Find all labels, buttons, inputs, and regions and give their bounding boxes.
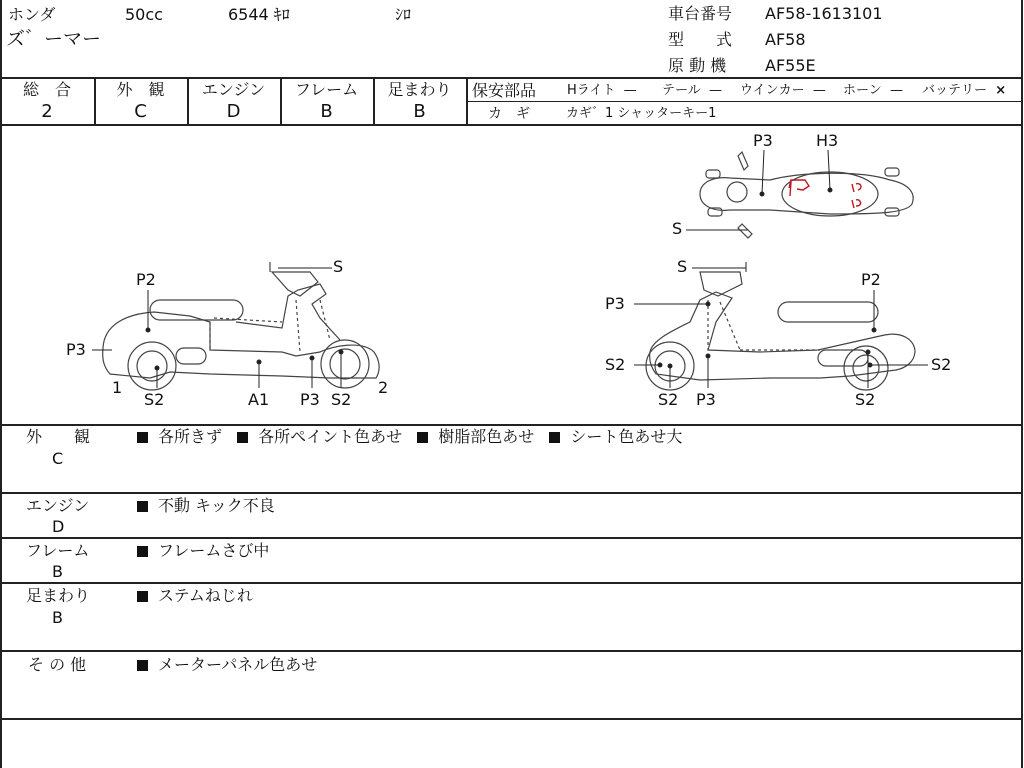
frame-no-label: 車台番号 — [668, 4, 733, 23]
leader-lines — [92, 150, 928, 388]
label-top-s: S — [672, 219, 683, 238]
bullet-icon — [549, 432, 560, 443]
safety-item-winker: ウインカー — — [740, 83, 826, 98]
type-label: 型 式 — [668, 30, 733, 49]
label-left-2: 2 — [378, 378, 389, 397]
grade-value-engine: D — [226, 101, 241, 122]
scooter-diagram — [0, 125, 1022, 424]
rule-note-1 — [0, 492, 1023, 494]
note-label-other: そ の 他 — [28, 655, 87, 674]
note-label-suspension: 足まわり — [26, 586, 91, 605]
label-left-1: 1 — [112, 378, 123, 397]
bullet-icon — [137, 501, 148, 512]
mileage: 6544 ｷﾛ — [228, 5, 290, 24]
note-grade-frame: B — [52, 562, 63, 581]
rule-header-bottom — [0, 77, 1023, 79]
label-left-p3a: P3 — [66, 340, 86, 359]
label-top-h3: H3 — [816, 131, 839, 150]
bullet-icon — [137, 591, 148, 602]
grade-value-overall: 2 — [41, 101, 53, 122]
model-name: ズ゛ーマー — [6, 28, 102, 50]
top-view — [700, 152, 913, 238]
seat-right — [778, 302, 878, 322]
displacement: 50cc — [125, 5, 163, 24]
rule-note-4 — [0, 650, 1023, 652]
label-left-p2: P2 — [136, 270, 156, 289]
note-items-exterior: 各所きず 各所ペイント色あせ 樹脂部色あせ シート色あせ大 — [137, 429, 682, 445]
seat-left — [150, 300, 243, 320]
label-right-s2a: S2 — [605, 355, 626, 374]
bullet-icon — [417, 432, 428, 443]
frame-no: AF58-1613101 — [765, 4, 883, 23]
label-right-p3b: P3 — [696, 390, 716, 409]
note-grade-engine: D — [52, 517, 65, 536]
grade-label-suspension: 足まわり — [387, 80, 452, 99]
label-left-s: S — [333, 257, 344, 276]
rule-note-5 — [0, 718, 1023, 720]
note-label-exterior: 外 観 — [26, 427, 91, 446]
safety-item-headlight: Hライト — — [567, 83, 637, 98]
note-items-engine: 不動 キック不良 — [137, 498, 275, 514]
grade-value-suspension: B — [413, 101, 426, 122]
note-items-other: メーターパネル色あせ — [137, 657, 317, 673]
bullet-icon — [137, 432, 148, 443]
safety-item-horn: ホーン — — [843, 83, 904, 98]
damage-marks — [789, 180, 861, 208]
note-grade-suspension: B — [52, 608, 63, 627]
label-left-a1: A1 — [248, 390, 270, 409]
note-items-frame: フレームさび中 — [137, 543, 269, 559]
grade-value-exterior: C — [134, 101, 147, 122]
label-left-p3b: P3 — [300, 390, 320, 409]
label-top-p3: P3 — [753, 131, 773, 150]
rule-note-3 — [0, 582, 1023, 584]
bullet-icon — [137, 660, 148, 671]
label-right-p3a: P3 — [605, 294, 625, 313]
safety-label: 保安部品 — [472, 81, 537, 100]
note-label-engine: エンジン — [26, 496, 90, 515]
safety-mid-rule — [466, 101, 1023, 102]
key-label: カ ギ — [488, 106, 530, 122]
label-right-s: S — [677, 257, 688, 276]
grade-label-exterior: 外 観 — [116, 80, 165, 99]
engine-value: AF55E — [765, 56, 816, 75]
grade-label-engine: エンジン — [201, 80, 266, 99]
rule-diagram-bottom — [0, 424, 1023, 426]
type-value: AF58 — [765, 30, 806, 49]
grade-label-frame: フレーム — [294, 80, 359, 99]
rule-note-2 — [0, 537, 1023, 539]
label-right-s2c: S2 — [658, 390, 679, 409]
color: ｼﾛ — [395, 5, 412, 24]
note-label-frame: フレーム — [26, 541, 90, 560]
label-right-s2d: S2 — [855, 390, 876, 409]
bullet-icon — [137, 546, 148, 557]
safety-item-tail: テール — — [662, 83, 723, 98]
label-right-s2b: S2 — [931, 355, 952, 374]
grade-value-frame: B — [320, 101, 333, 122]
note-items-suspension: ステムねじれ — [137, 588, 253, 604]
bullet-icon — [237, 432, 248, 443]
safety-item-battery: バッテリー × — [922, 83, 1007, 98]
engine-label: 原 動 機 — [668, 56, 727, 75]
note-grade-exterior: C — [52, 449, 64, 468]
key-value: カギ゛1 シャッターキー1 — [566, 106, 717, 121]
grade-label-overall: 総 合 — [22, 80, 71, 99]
maker: ホンダ — [8, 5, 56, 24]
label-right-p2: P2 — [861, 270, 881, 289]
label-left-s2b: S2 — [331, 390, 352, 409]
label-left-s2a: S2 — [144, 390, 165, 409]
